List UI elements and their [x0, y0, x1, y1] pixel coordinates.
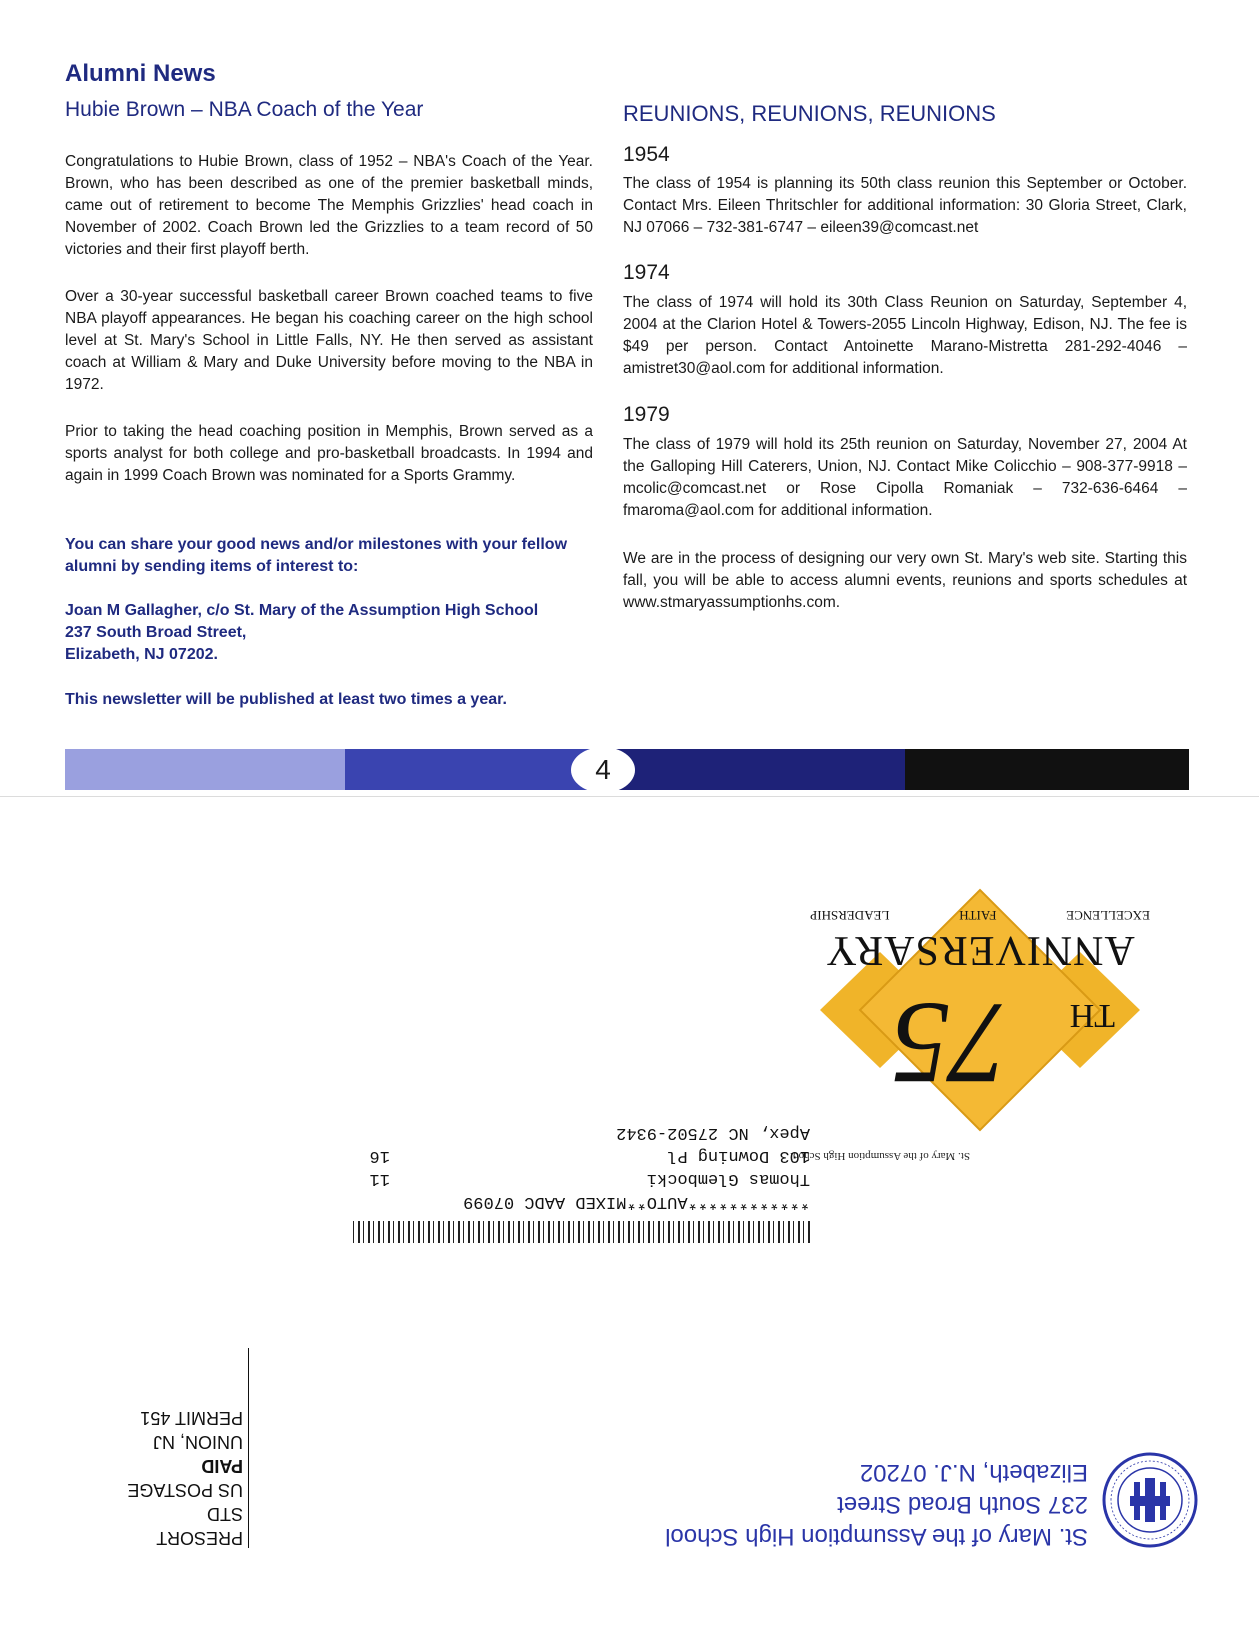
postage-divider [248, 1348, 249, 1548]
value-label: FAITH [959, 908, 997, 923]
anniversary-school: St. Mary of the Assumption High School [790, 1150, 970, 1162]
school-seal-icon [1100, 1450, 1200, 1550]
anniversary-values [810, 907, 1150, 923]
reunion-text: The class of 1954 is planning its 50th class reunion this September or October. Contact Mrs. Eileen Thritschler for additional information: 30 Gloria Street, Clark, NJ 07066 – 732-381-6747 – eileen39@comcast.net [623, 175, 1187, 236]
postage-line: PERMIT 451 [140, 1408, 243, 1428]
postage-line: PAID [201, 1456, 243, 1476]
return-line: 237 South Broad Street [837, 1491, 1088, 1518]
anniversary-suffix: TH [1069, 997, 1115, 1034]
reunion-text: The class of 1979 will hold its 25th reunion on Saturday, November 27, 2004 At the Galloping Hill Caterers, Union, NJ. Contact Mike Colicchio – 908-377-9918 – mcolic@comcast.net or Rose Cipolla Romaniak – 732-636-6464 – fmaroma@aol.com for additional information. [623, 436, 1187, 519]
address-line: Joan M Gallagher, c/o St. Mary of the Assumption High School [65, 602, 539, 619]
return-address-block [650, 1445, 1200, 1560]
return-address [648, 1456, 1088, 1552]
value-label: EXCELLENCE [1066, 908, 1150, 923]
section-title-reunions: REUNIONS, REUNIONS, REUNIONS [623, 101, 996, 126]
article-paragraph: Over a 30-year successful basketball career Brown coached teams to five NBA playoff appearances. He began his coaching career on the high school level at St. Mary's School in Little Falls, NY. He then served as assistant coach at William & Mary and Duke University before moving to the NBA in 1972. [65, 288, 593, 393]
label-line: Thomas Glembocki [646, 1169, 810, 1188]
submission-address [65, 600, 593, 666]
value-label: LEADERSHIP [810, 908, 890, 923]
reunion-year: 1979 [623, 403, 670, 426]
article-paragraph: Congratulations to Hubie Brown, class of 1952 – NBA's Coach of the Year. Brown, who has been described as one of the premier basketball minds, came out of retirement to become The Memphis Grizzlies' head coach in November of 2002. Coach Brown led the Grizzlies to a team record of 50 victories and their first playoff berth. [65, 153, 593, 258]
section-title-alumni-news: Alumni News [65, 60, 216, 87]
reunion-text: The class of 1974 will hold its 30th Class Reunion on Saturday, September 4, 2004 at the Clarion Hotel & Towers-2055 Lincoln Highway, Edison, NJ. The fee is $49 per person. Contact Antoinette Marano-Mistretta 281-292-4046 – amistret30@aol.com for additional information. [623, 294, 1187, 377]
label-side-numbers [370, 1144, 390, 1190]
postage-indicia [118, 1400, 243, 1550]
website-note: We are in the process of designing our very own St. Mary's web site. Starting this fall, you will be able to access alumni events, reunions and sports schedules at www.stmaryassumptionhs.com. [623, 550, 1187, 611]
reunion-year: 1974 [623, 261, 670, 284]
mailing-label [350, 1118, 810, 1243]
label-line: Apex, NC 27502-9342 [616, 1123, 810, 1142]
page-number: 4 [571, 747, 635, 793]
label-number: 16 [369, 1146, 390, 1165]
share-note: You can share your good news and/or milestones with your fellow alumni by sending items of interest to: [65, 536, 568, 575]
label-number: 11 [369, 1169, 390, 1188]
label-lines [350, 1121, 810, 1213]
article-paragraph: Prior to taking the head coaching position in Memphis, Brown served as a sports analyst for both college and pro-basketball broadcasts. In 1994 and again in 1999 Coach Brown was nominated for a Sports Grammy. [65, 423, 593, 484]
return-line: Elizabeth, N.J. 07202 [859, 1459, 1088, 1486]
publish-note: This newsletter will be published at least two times a year. [65, 691, 507, 708]
anniversary-word: ANNIVERSARY [825, 927, 1135, 973]
postage-line: PRESORT STD [156, 1504, 243, 1548]
address-line: Elizabeth, NJ 07202. [65, 646, 218, 663]
school-seal [1100, 1450, 1200, 1550]
band-segment-black [905, 749, 1189, 790]
band-segment-light [65, 749, 345, 790]
band-segment-dark [605, 749, 905, 790]
anniversary-logo [790, 870, 1170, 1162]
reunion-year: 1954 [623, 143, 670, 166]
label-line: 103 Downing Pl [667, 1146, 810, 1165]
anniversary-number: 75 [891, 978, 1009, 1109]
fold-line [0, 796, 1259, 797]
postal-barcode [350, 1221, 810, 1243]
return-line: St. Mary of the Assumption High School [665, 1523, 1088, 1550]
band-segment-mid [345, 749, 605, 790]
address-line: 237 South Broad Street, [65, 624, 247, 641]
postage-line: UNION, NJ [153, 1432, 243, 1452]
label-line: ************AUTO**MIXED AADC 07099 [463, 1192, 810, 1211]
postage-line: US POSTAGE [127, 1480, 243, 1500]
article-title: Hubie Brown – NBA Coach of the Year [65, 98, 424, 121]
postage-lines [118, 1406, 243, 1550]
